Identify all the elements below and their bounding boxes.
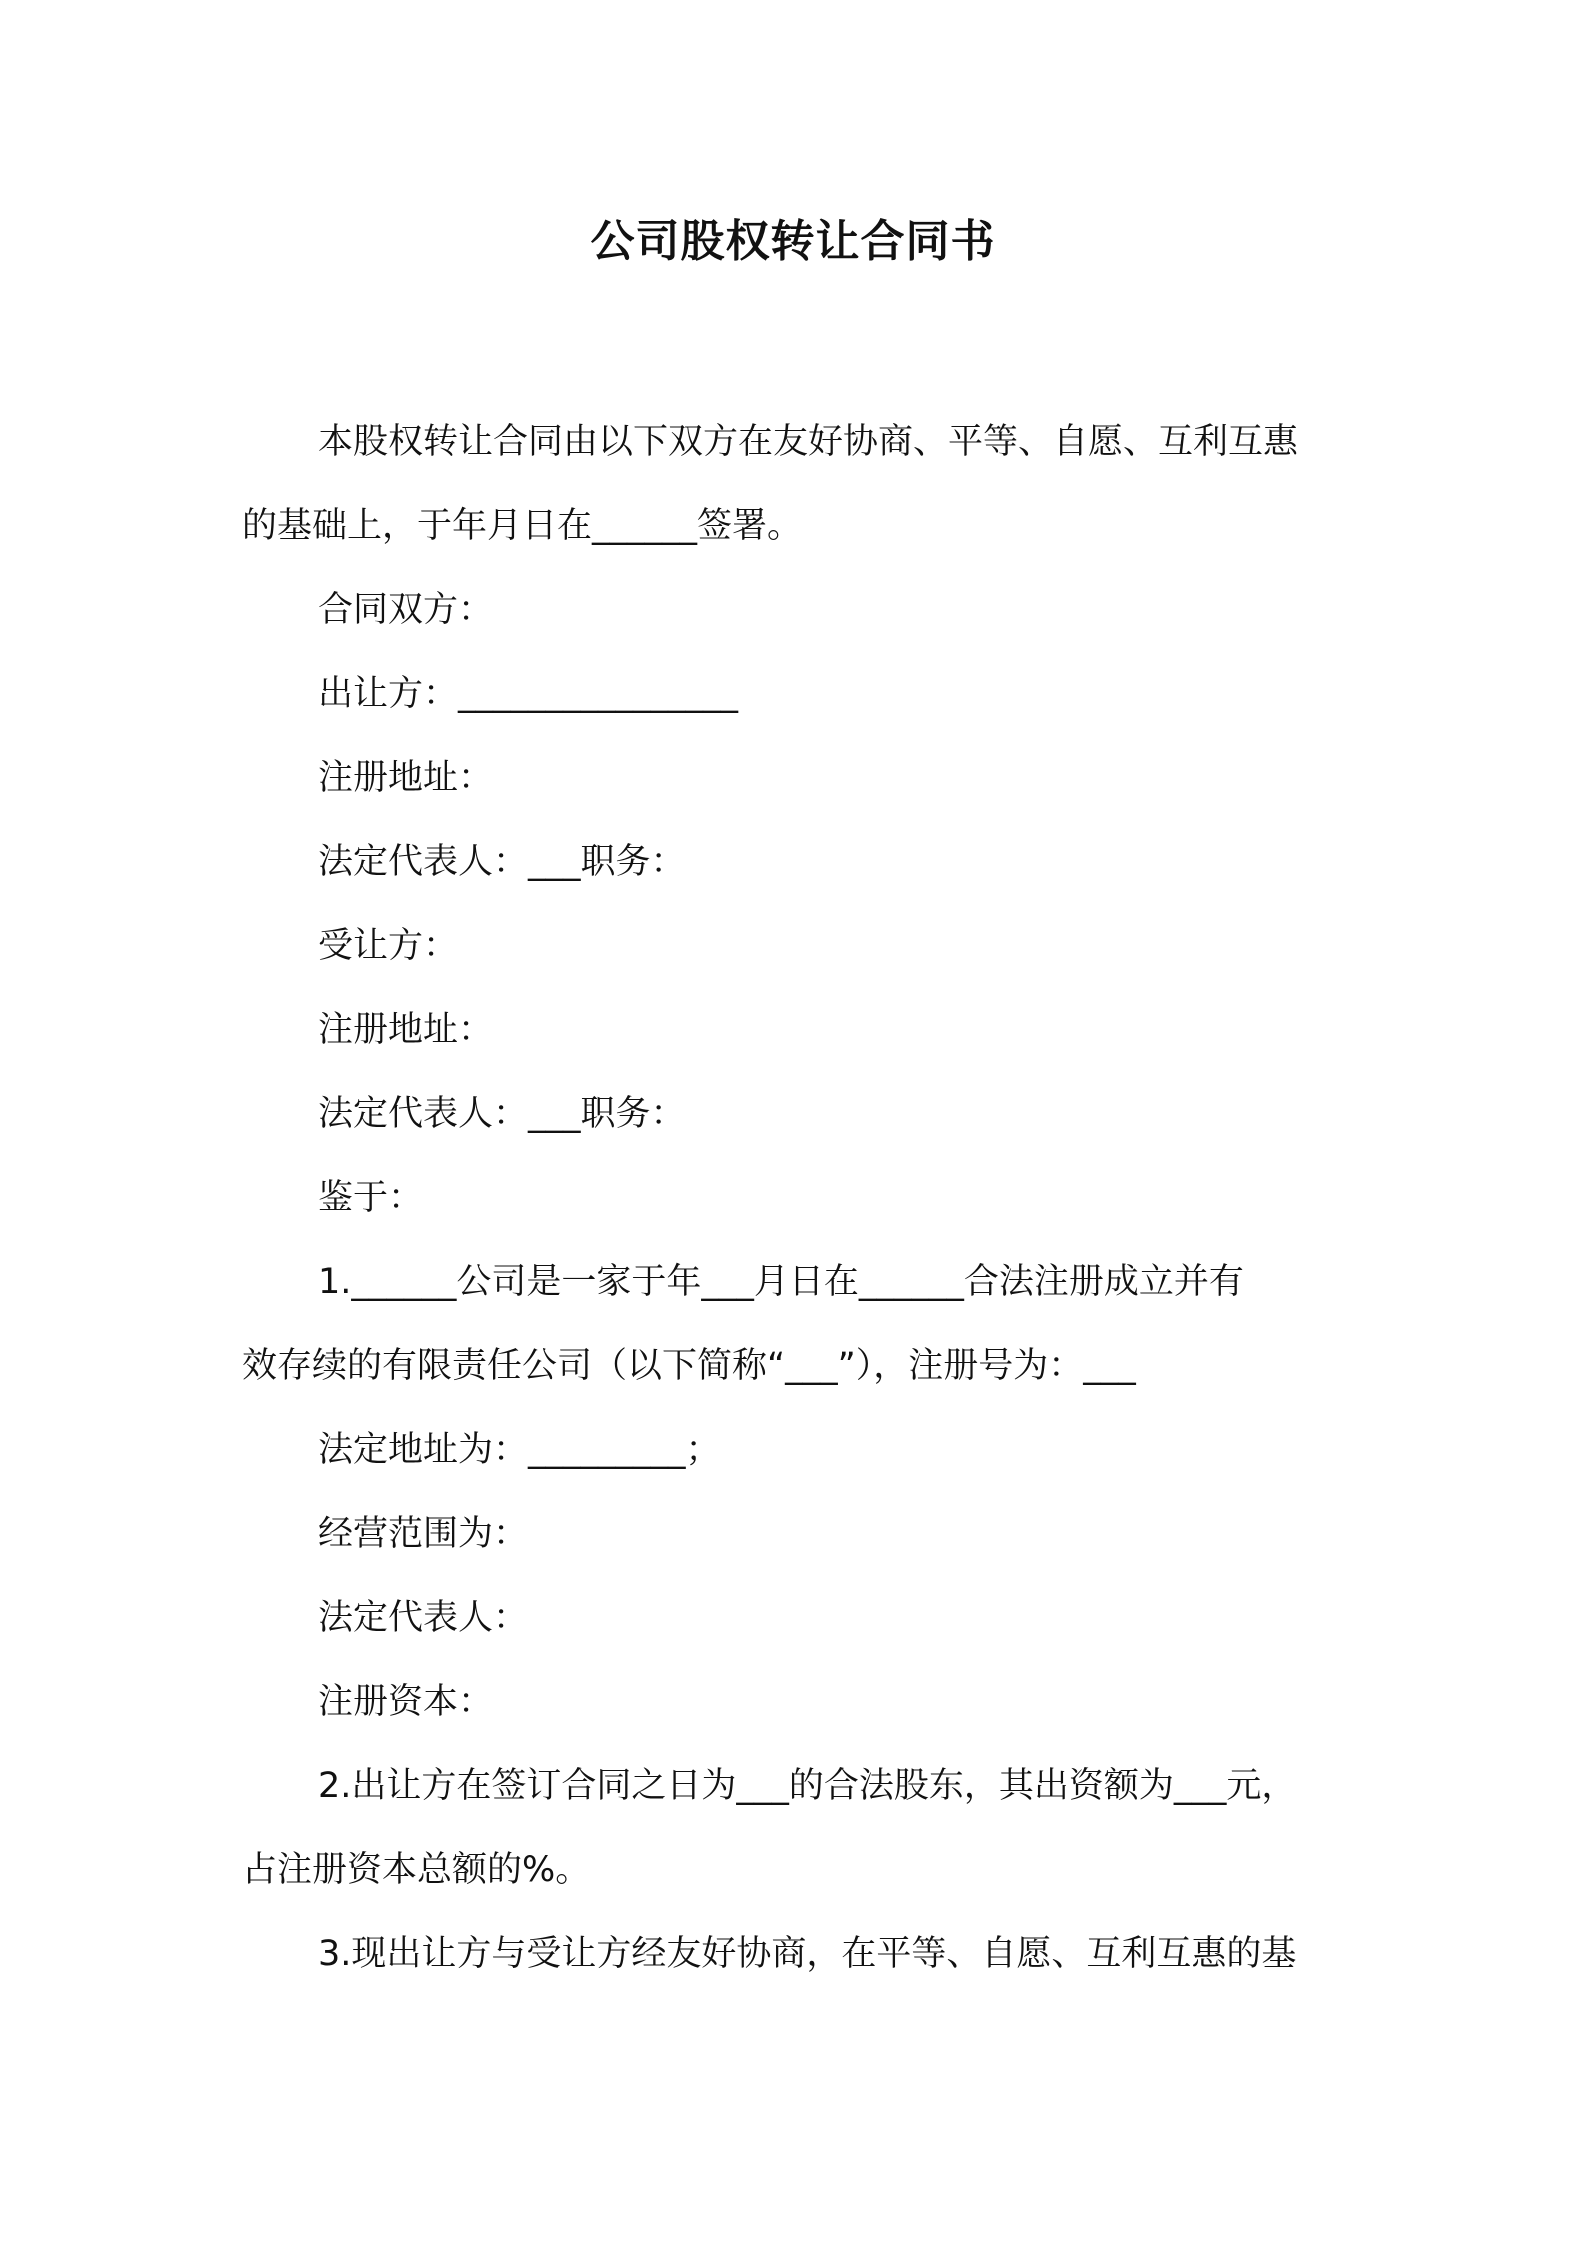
transferee-representative-line: 法定代表人：___职务： xyxy=(318,1094,686,1134)
clause-1-line: 效存续的有限责任公司（以下简称“___”），注册号为：___ xyxy=(242,1346,1136,1386)
clause-2-line: 2.出让方在签订合同之日为___的合法股东，其出资额为___元， xyxy=(318,1766,1297,1806)
document-title: 公司股权转让合同书 xyxy=(590,216,996,267)
parties-heading: 合同双方： xyxy=(318,590,494,630)
clause-3-line: 3.现出让方与受让方经友好协商，在平等、自愿、互利互惠的基 xyxy=(318,1934,1297,1974)
paragraph-line: 的基础上，于年月日在______签署。 xyxy=(242,506,803,546)
legal-representative-line: 法定代表人： xyxy=(318,1598,529,1638)
legal-address-line: 法定地址为：_________； xyxy=(318,1430,721,1470)
transferee-line: 受让方： xyxy=(318,926,459,966)
transferor-address-line: 注册地址： xyxy=(318,758,494,798)
business-scope-line: 经营范围为： xyxy=(318,1514,529,1554)
clause-2-line: 占注册资本总额的%。 xyxy=(242,1850,591,1890)
transferee-address-line: 注册地址： xyxy=(318,1010,494,1050)
whereas-heading: 鉴于： xyxy=(318,1178,424,1218)
paragraph-line: 本股权转让合同由以下双方在友好协商、平等、自愿、互利互惠 xyxy=(318,422,1299,462)
document-body xyxy=(242,400,1352,1996)
transferor-representative-line: 法定代表人：___职务： xyxy=(318,842,686,882)
transferor-line: 出让方：________________ xyxy=(318,674,739,714)
clause-1-line: 1.______公司是一家于年___月日在______合法注册成立并有 xyxy=(318,1262,1244,1302)
registered-capital-line: 注册资本： xyxy=(318,1682,494,1722)
